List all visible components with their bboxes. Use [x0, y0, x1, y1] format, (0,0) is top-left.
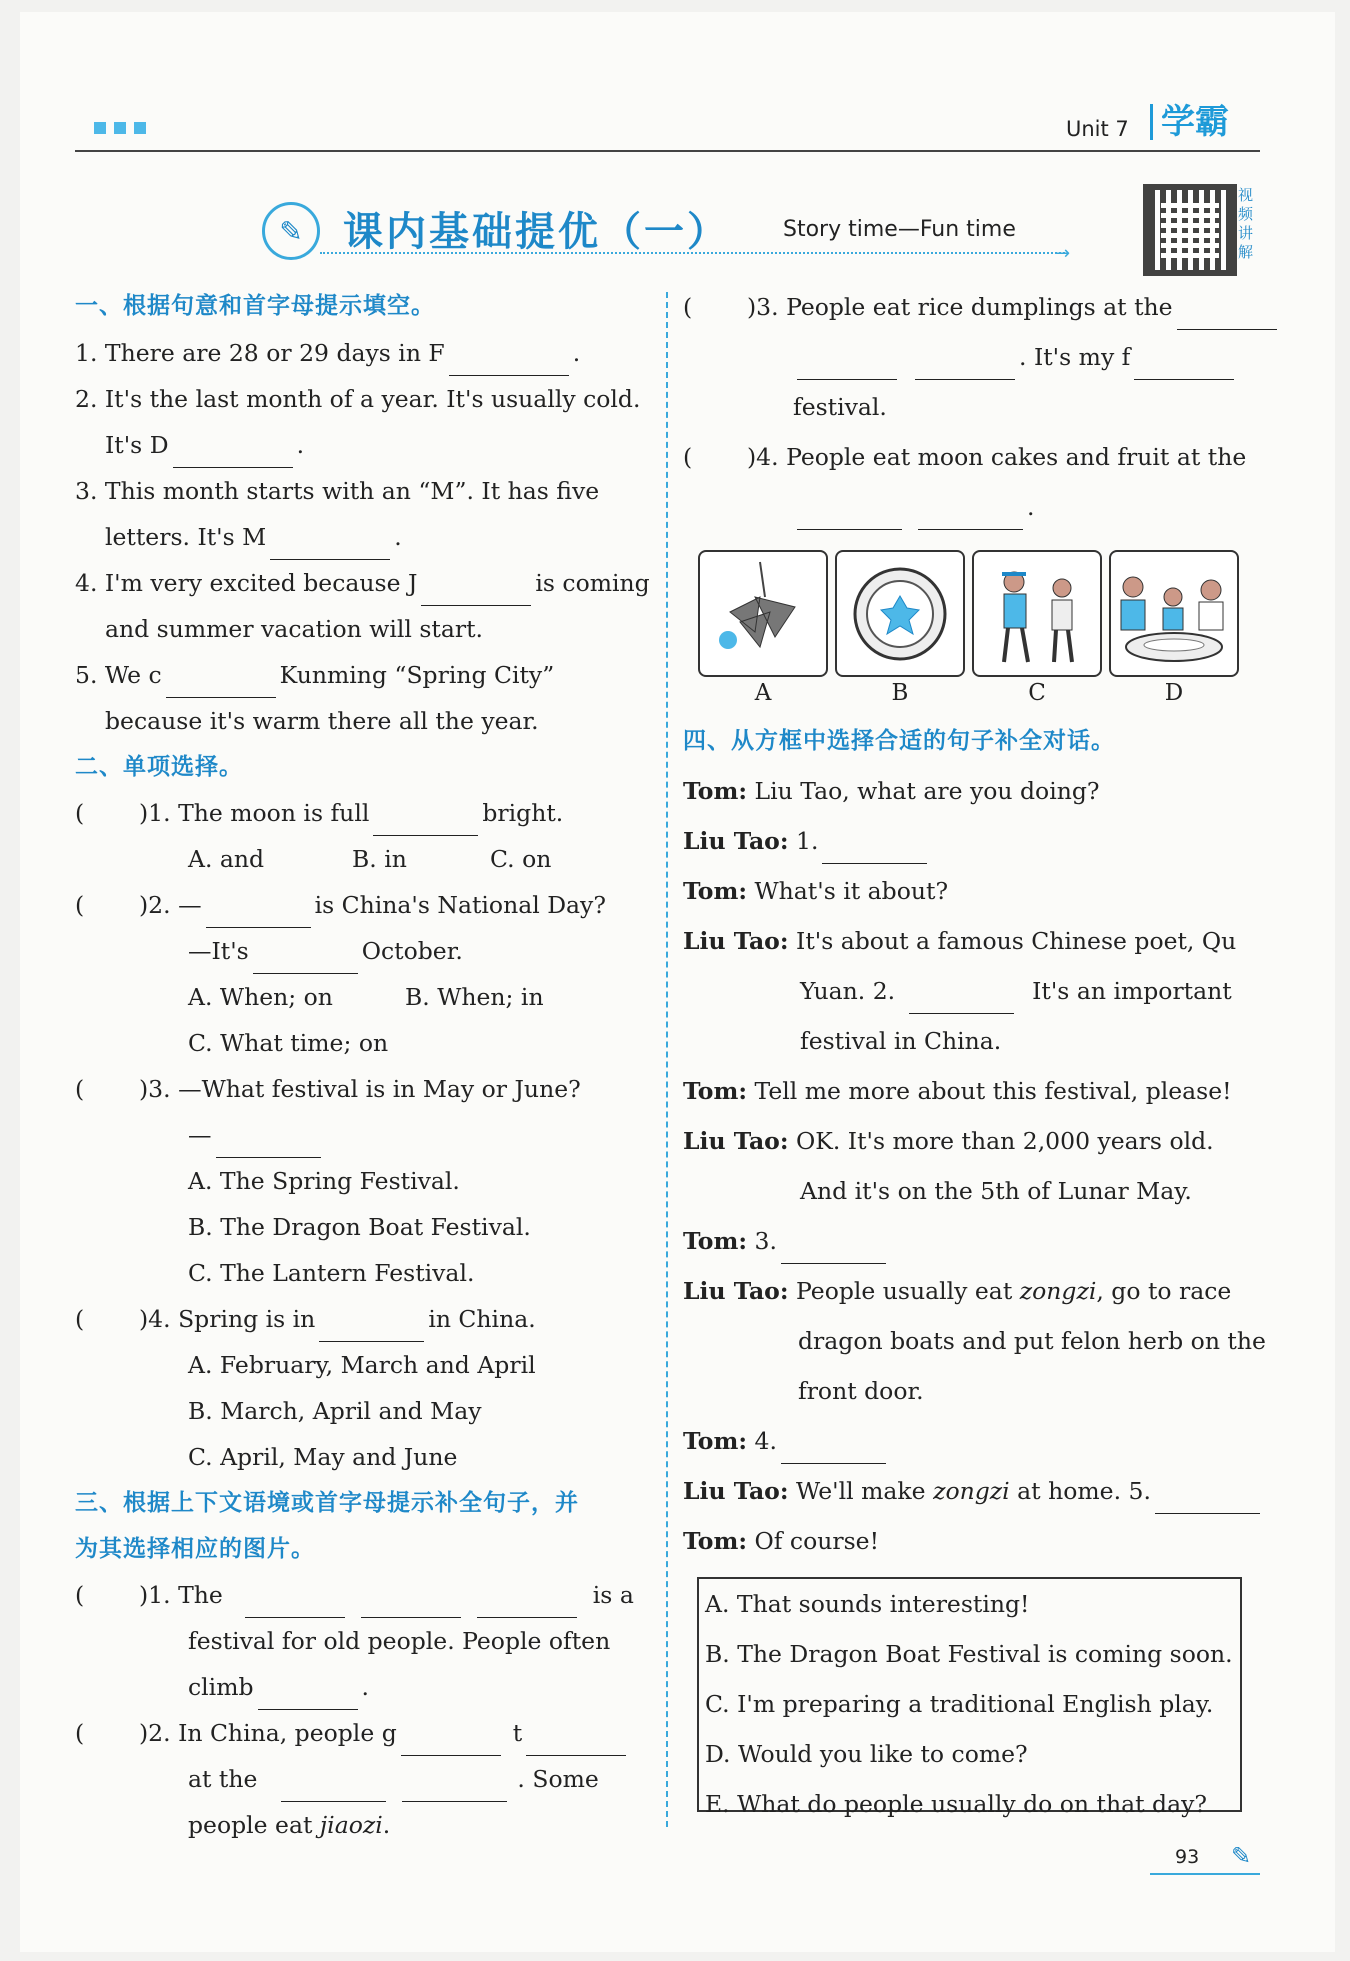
- option-c: C. I'm preparing a traditional English play.: [705, 1690, 1214, 1718]
- page-number-rule: [1150, 1873, 1260, 1875]
- answer-blank[interactable]: [918, 498, 1023, 530]
- answer-blank[interactable]: [253, 942, 358, 974]
- qr-label: 视频讲解: [1238, 186, 1254, 261]
- picture-dumplings: [1109, 550, 1239, 677]
- section-1-title: 一、根据句意和首字母提示填空。: [75, 293, 435, 319]
- answer-blank[interactable]: [781, 1432, 886, 1464]
- picture-label: C: [1028, 680, 1046, 706]
- option-b: B. The Dragon Boat Festival is coming soon.: [705, 1640, 1233, 1668]
- answer-blank[interactable]: [216, 1126, 321, 1158]
- answer-blank[interactable]: [822, 832, 927, 864]
- option-a: A. That sounds interesting!: [705, 1590, 1030, 1618]
- answer-blank[interactable]: [797, 348, 897, 380]
- answer-blank[interactable]: [449, 344, 569, 376]
- answer-blank[interactable]: [1155, 1482, 1260, 1514]
- title-dotted-line: [320, 252, 1065, 254]
- answer-blank[interactable]: [173, 436, 293, 468]
- answer-blank[interactable]: [373, 804, 478, 836]
- arrow-icon: →: [1055, 243, 1071, 264]
- header-square: [94, 122, 106, 134]
- q-text: 2. It's the last month of a year. It's usually cold.: [75, 385, 641, 413]
- answer-blank[interactable]: [270, 528, 390, 560]
- answer-blank[interactable]: [1177, 298, 1277, 330]
- notepad-icon: ✎: [262, 202, 320, 260]
- picture-mooncake: [835, 550, 965, 677]
- page-subtitle: Story time—Fun time: [783, 217, 1016, 242]
- answer-blank[interactable]: [421, 574, 531, 606]
- q-text: 3. This month starts with an “M”. It has five: [75, 477, 600, 505]
- answer-blank[interactable]: [166, 666, 276, 698]
- answer-blank[interactable]: [915, 348, 1015, 380]
- answer-blank[interactable]: [402, 1770, 507, 1802]
- header-square: [114, 122, 126, 134]
- section-3-title: 三、根据上下文语境或首字母提示补全句子，并: [75, 1490, 579, 1516]
- header-rule: [75, 140, 1260, 152]
- answer-blank[interactable]: [526, 1724, 626, 1756]
- answer-blank[interactable]: [206, 896, 311, 928]
- answer-blank[interactable]: [401, 1724, 501, 1756]
- answer-blank[interactable]: [797, 498, 902, 530]
- column-divider: [666, 292, 668, 1827]
- answer-blank[interactable]: [1134, 348, 1234, 380]
- answer-blank[interactable]: [781, 1232, 886, 1264]
- answer-blank[interactable]: [477, 1586, 577, 1618]
- page-title: 课内基础提优（一）: [343, 209, 730, 255]
- picture-label: A: [754, 680, 772, 706]
- brand-logo: 学霸: [1150, 104, 1229, 140]
- section-2-title: 二、单项选择。: [75, 754, 243, 780]
- q-text: 1. There are 28 or 29 days in F: [75, 339, 445, 367]
- picture-label: D: [1164, 680, 1184, 706]
- answer-blank[interactable]: [319, 1310, 424, 1342]
- answer-blank[interactable]: [909, 982, 1014, 1014]
- answer-blank[interactable]: [245, 1586, 345, 1618]
- section-4-title: 四、从方框中选择合适的句子补全对话。: [683, 728, 1115, 754]
- header-square: [134, 122, 146, 134]
- option-d: D. Would you like to come?: [705, 1740, 1028, 1768]
- answer-blank[interactable]: [281, 1770, 386, 1802]
- options-box: [697, 1577, 1242, 1818]
- qr-code[interactable]: [1143, 184, 1237, 276]
- unit-label: Unit 7: [1066, 117, 1129, 141]
- option-e: E. What do people usually do on that day?: [705, 1790, 1207, 1818]
- picture-climbing: [972, 550, 1102, 677]
- picture-zongzi: [698, 550, 828, 677]
- picture-label: B: [891, 680, 909, 706]
- answer-blank[interactable]: [361, 1586, 461, 1618]
- answer-blank[interactable]: [258, 1678, 358, 1710]
- page-number: 93: [1175, 1846, 1200, 1868]
- pencil-icon: ✎: [1231, 1842, 1252, 1870]
